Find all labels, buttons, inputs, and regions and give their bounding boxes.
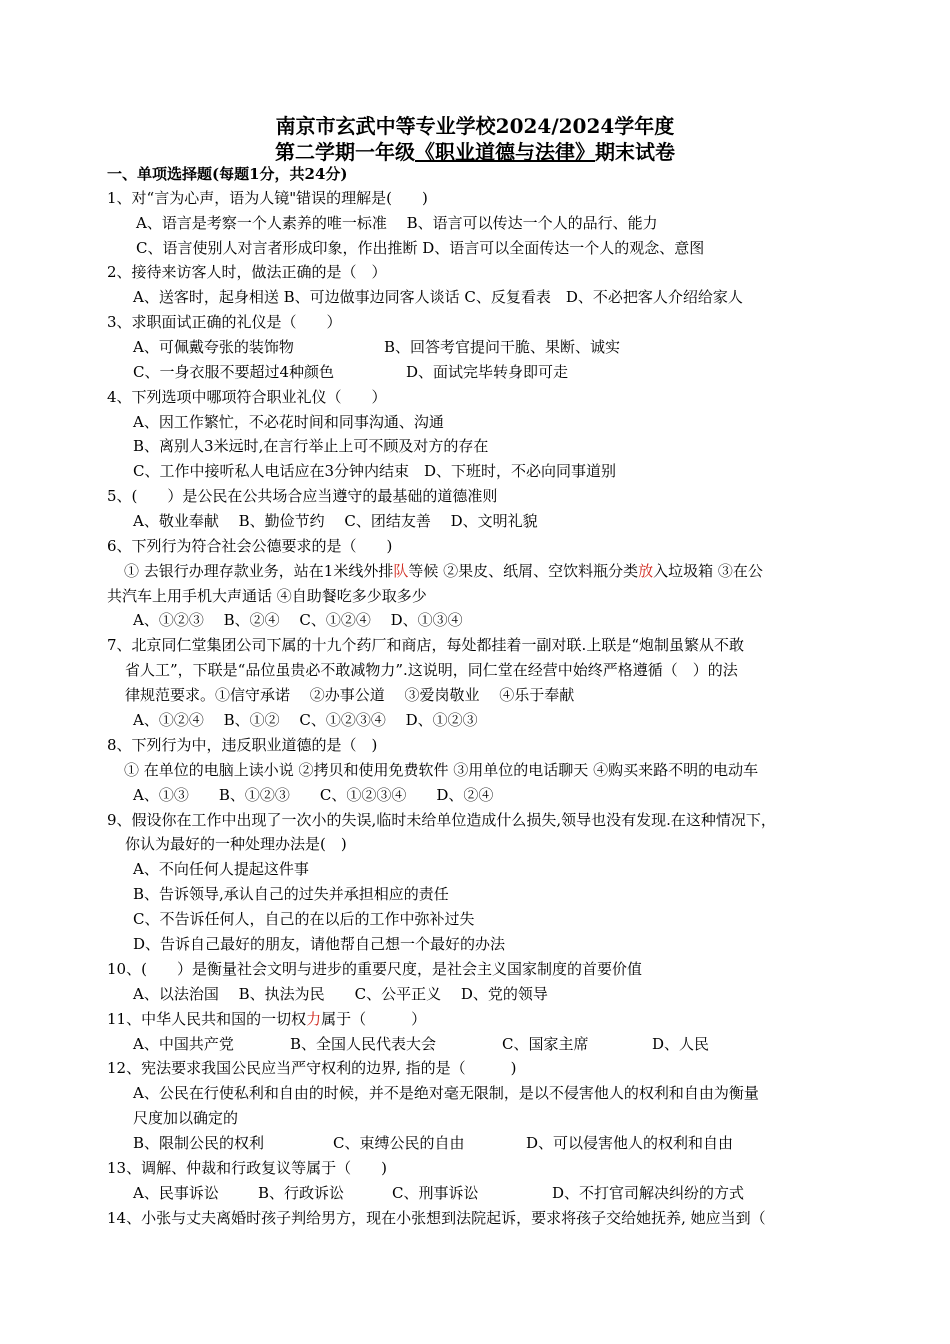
exam-title-line2 bbox=[0, 139, 950, 165]
question-stem: 12、宪法要求我国公民应当严守权利的边界, 指的是（ ) bbox=[107, 1059, 517, 1077]
option-c-d: C、工作中接听私人电话应在3分钟内结束 D、下班时，不必向同事道别 bbox=[133, 462, 617, 480]
question-stem: 1、对“言为心声，语为人镜"错误的理解是( ) bbox=[107, 189, 428, 207]
question-options: A、以法治国 B、执法为民 C、公平正义 D、党的领导 bbox=[133, 985, 548, 1003]
question-options: A、送客时，起身相送 B、可边做事边同客人谈话 C、反复看表 D、不必把客人介绍给家人 bbox=[133, 288, 743, 306]
item-text: 等候 ②果皮、纸屑、空饮料瓶分类 bbox=[408, 562, 639, 580]
question-stem: 13、调解、仲裁和行政复议等属于（ ) bbox=[107, 1159, 387, 1177]
option-c: C、束缚公民的自由 bbox=[333, 1134, 465, 1152]
question-stem: 你认为最好的一种处理办法是( ) bbox=[125, 835, 347, 853]
option-a-continued: 尺度加以确定的 bbox=[133, 1109, 239, 1127]
question-stem: 5、( ）是公民在公共场合应当遵守的最基础的道德准则 bbox=[107, 487, 498, 505]
option-c: C、一身衣服不要超过4种颜色 bbox=[133, 363, 335, 381]
option-c: C、刑事诉讼 bbox=[392, 1184, 479, 1202]
question-options: A、敬业奉献 B、勤俭节约 C、团结友善 D、文明礼貌 bbox=[133, 512, 538, 530]
question-items: 共汽车上用手机大声通话 ④自助餐吃多少取多少 bbox=[107, 587, 427, 605]
option-a: A、因工作繁忙，不必花时间和同事沟通、沟通 bbox=[133, 413, 444, 431]
stem-text: 属于（ ） bbox=[321, 1010, 427, 1028]
question-stem: 3、求职面试正确的礼仪是（ ） bbox=[107, 313, 342, 331]
exam-title-line1: 南京市玄武中等专业学校2024/2024学年度 bbox=[275, 114, 675, 138]
option-b: B、离别人3米远时,在言行举止上可不顾及对方的存在 bbox=[133, 437, 489, 455]
highlighted-char: 队 bbox=[393, 562, 409, 580]
title-course: 《职业道德与法律》 bbox=[415, 140, 595, 164]
option-a: A、不向任何人提起这件事 bbox=[133, 860, 309, 878]
question-stem: 8、下列行为中，违反职业道德的是（ ) bbox=[107, 736, 378, 754]
item-text: 入垃圾箱 ③在公 bbox=[653, 562, 763, 580]
stem-text: 11、中华人民共和国的一切权 bbox=[107, 1010, 307, 1028]
option-d: D、不打官司解决纠纷的方式 bbox=[552, 1184, 745, 1202]
option-b: B、告诉领导,承认自己的过失并承担相应的责任 bbox=[133, 885, 449, 903]
option-b: B、全国人民代表大会 bbox=[290, 1035, 437, 1053]
question-stem: 9、假设你在工作中出现了一次小的失误,临时未给单位造成什么损失,领导也没有发现.在这种情况下， bbox=[107, 811, 776, 829]
question-stem: 律规范要求。①信守承诺 ②办事公道 ③爱岗敬业 ④乐于奉献 bbox=[125, 686, 575, 704]
question-options: C、语言使别人对言者形成印象，作出推断 D、语言可以全面传达一个人的观念、意图 bbox=[136, 239, 705, 257]
option-d: D、人民 bbox=[652, 1035, 710, 1053]
question-stem: 省人工”，下联是“品位虽贵必不敢减物力”.这说明，同仁堂在经营中始终严格遵循（ ）的法 bbox=[125, 661, 738, 679]
option-b: B、回答考官提问干脆、果断、诚实 bbox=[384, 338, 621, 356]
question-stem: 2、接待来访客人时，做法正确的是（ ） bbox=[107, 263, 387, 281]
option-a: A、公民在行使私利和自由的时候，并不是绝对毫无限制，是以不侵害他人的权利和自由为衡量 bbox=[133, 1084, 759, 1102]
option-a: A、民事诉讼 bbox=[133, 1184, 219, 1202]
highlighted-char: 放 bbox=[638, 562, 654, 580]
question-stem: 14、小张与丈夫离婚时孩子判给男方，现在小张想到法院起诉，要求将孩子交给她抚养, 她应当到（ bbox=[107, 1209, 766, 1227]
option-d: D、面试完毕转身即可走 bbox=[406, 363, 569, 381]
section-heading: 一、单项选择题(每题1分，共24分) bbox=[107, 165, 348, 183]
question-stem: 4、下列选项中哪项符合职业礼仪（ ） bbox=[107, 388, 387, 406]
question-options: A、①③ B、①②③ C、①②③④ D、②④ bbox=[133, 786, 494, 804]
option-a: A、可佩戴夸张的装饰物 bbox=[133, 338, 294, 356]
option-d: D、可以侵害他人的权利和自由 bbox=[526, 1134, 734, 1152]
question-options: A、语言是考察一个人素养的唯一标准 B、语言可以传达一个人的品行、能力 bbox=[136, 214, 658, 232]
item-text: ① 去银行办理存款业务，站在1米线外排 bbox=[124, 562, 394, 580]
option-d: D、告诉自己最好的朋友，请他帮自己想一个最好的办法 bbox=[133, 935, 506, 953]
question-stem: 6、下列行为符合社会公德要求的是（ ) bbox=[107, 537, 393, 555]
option-a: A、中国共产党 bbox=[133, 1035, 234, 1053]
option-c: C、国家主席 bbox=[502, 1035, 589, 1053]
highlighted-char: 力 bbox=[306, 1010, 322, 1028]
question-stem bbox=[107, 1009, 426, 1029]
question-items: ① 在单位的电脑上读小说 ②拷贝和使用免费软件 ③用单位的电话聊天 ④购买来路不明的电动车 bbox=[124, 761, 759, 779]
option-c: C、不告诉任何人，自己的在以后的工作中弥补过失 bbox=[133, 910, 475, 928]
question-options: A、①②④ B、①② C、①②③④ D、①②③ bbox=[133, 711, 478, 729]
option-b: B、行政诉讼 bbox=[258, 1184, 345, 1202]
title-grade: 第二学期一年级 bbox=[275, 140, 415, 164]
title-exam: 期末试卷 bbox=[595, 140, 675, 164]
option-b: B、限制公民的权利 bbox=[133, 1134, 265, 1152]
question-items bbox=[124, 561, 763, 581]
question-options: A、①②③ B、②④ C、①②④ D、①③④ bbox=[133, 611, 463, 629]
question-stem: 10、( ）是衡量社会文明与进步的重要尺度，是社会主义国家制度的首要价值 bbox=[107, 960, 642, 978]
question-stem: 7、北京同仁堂集团公司下属的十九个药厂和商店，每处都挂着一副对联.上联是“炮制虽繁从不敢 bbox=[107, 636, 744, 654]
